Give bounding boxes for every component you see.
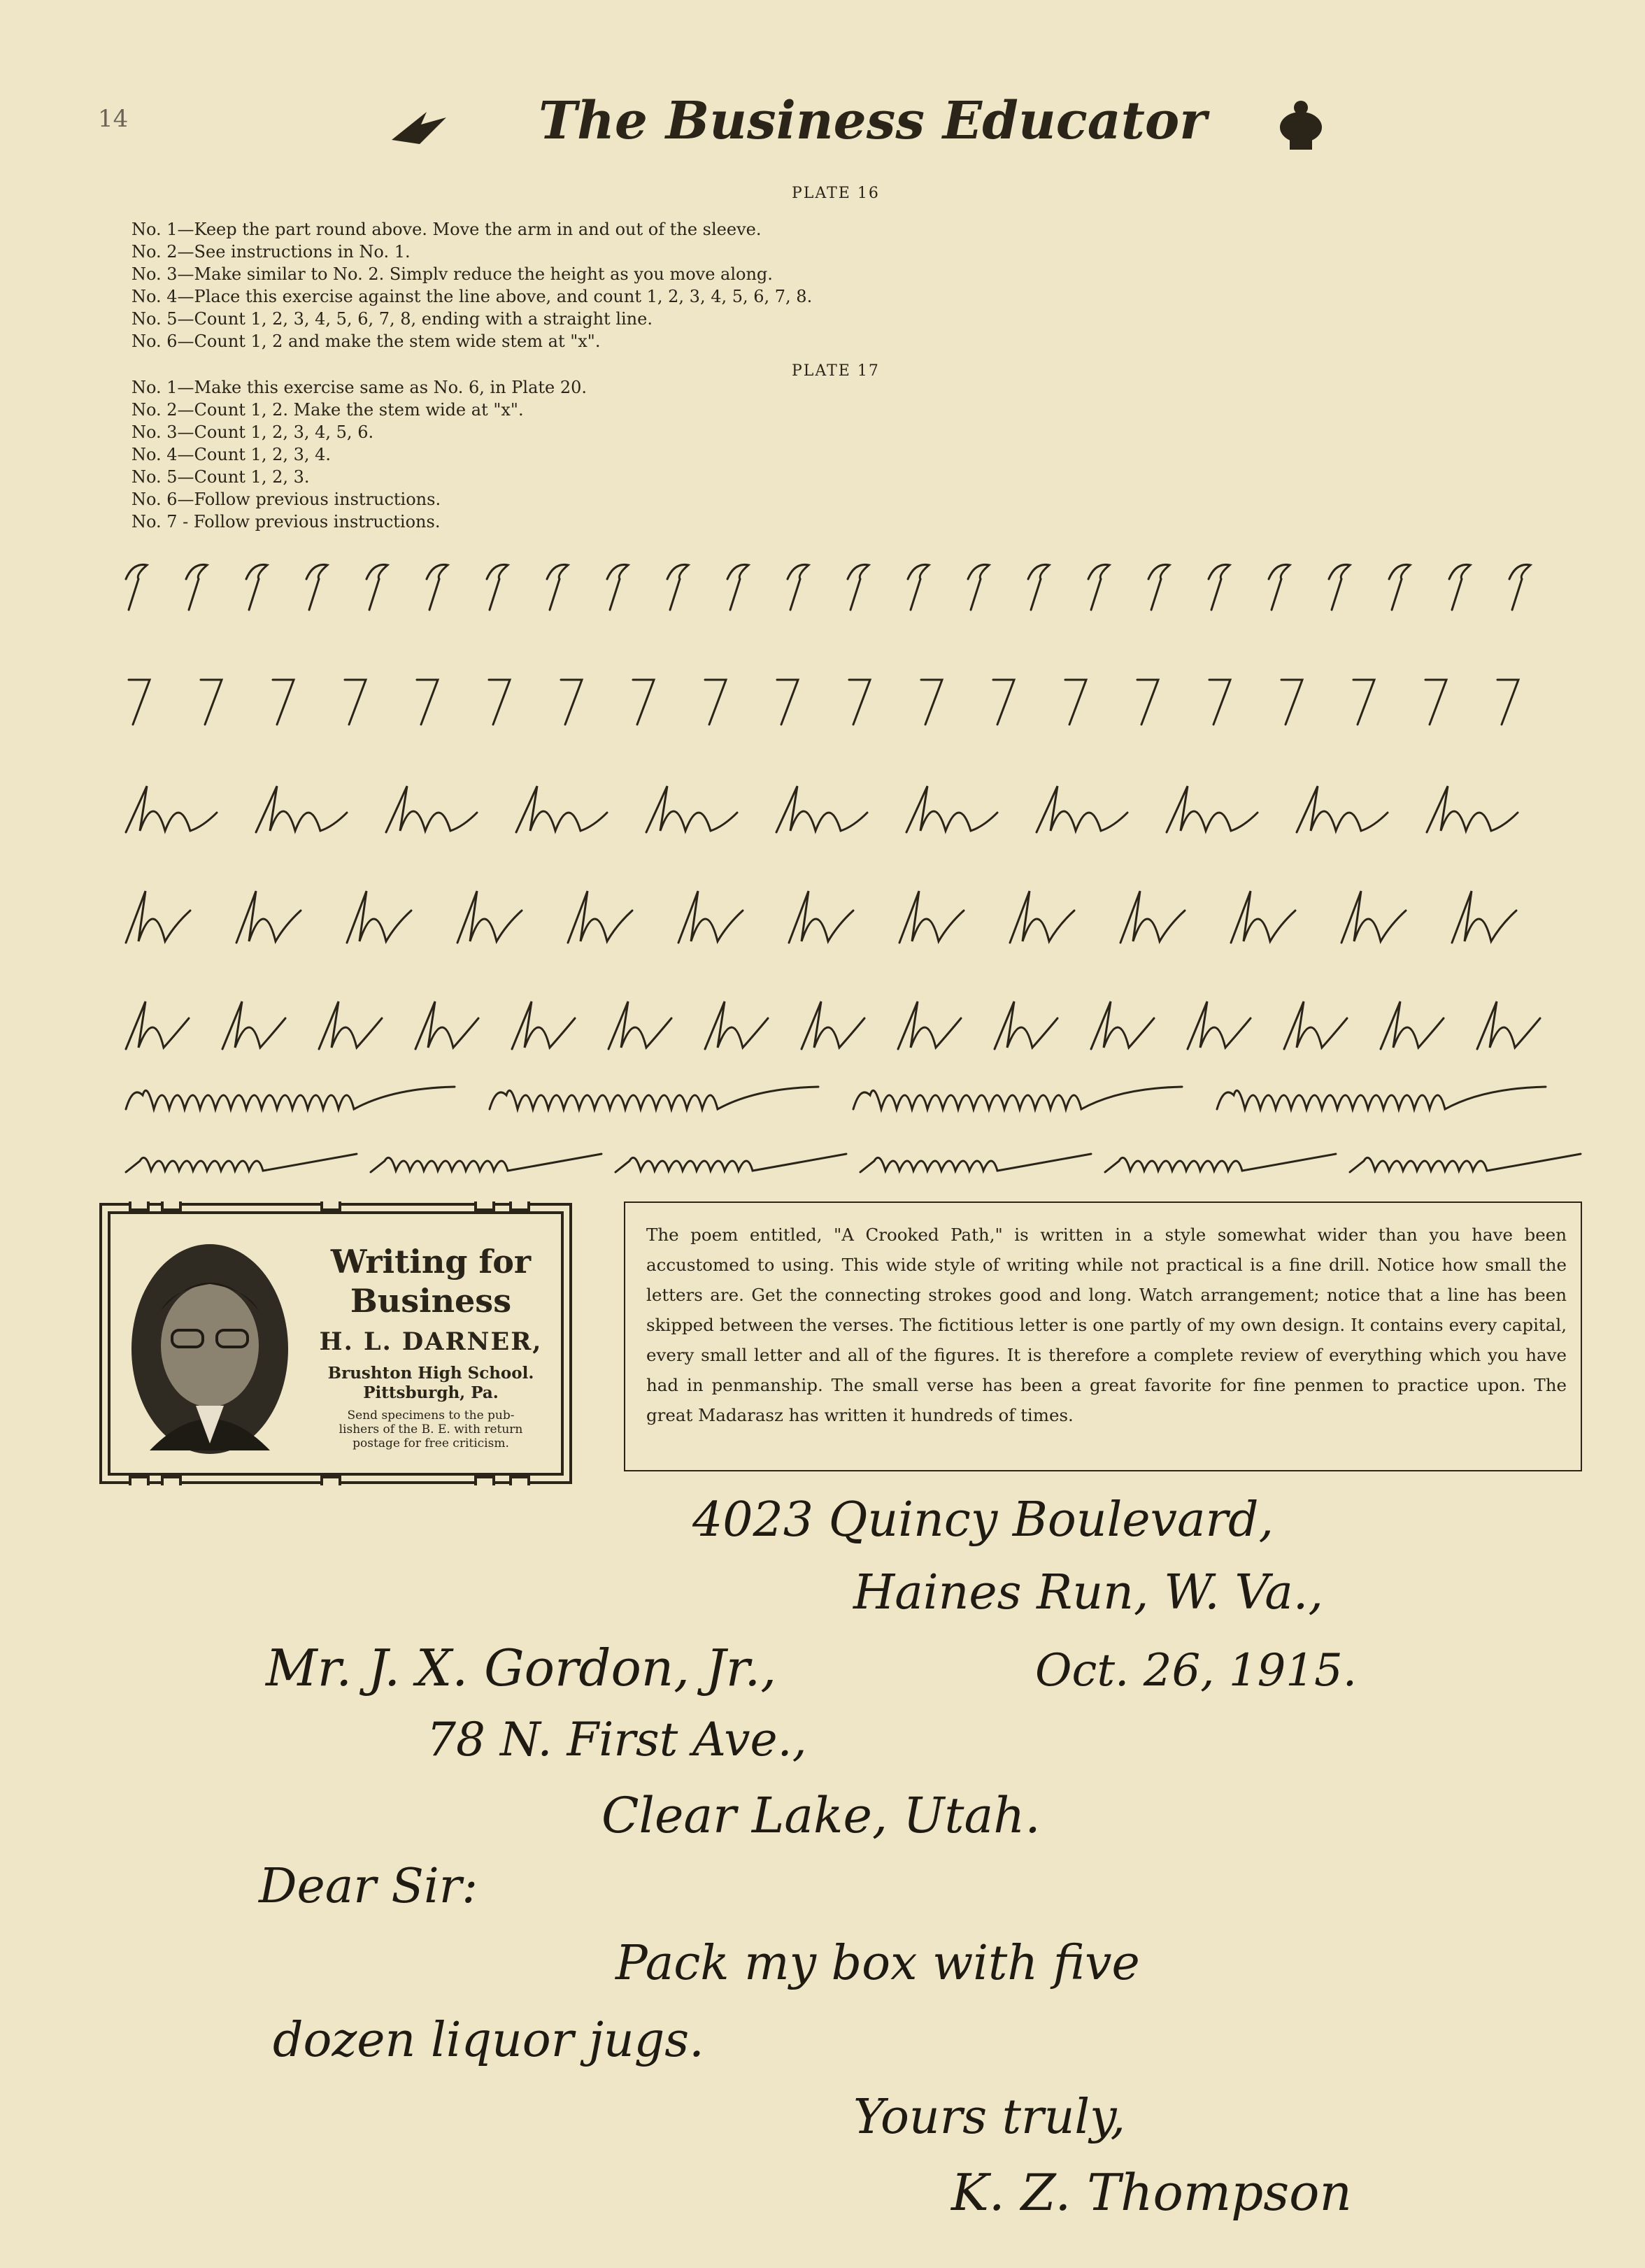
straight-stroke (633, 680, 654, 725)
loop-stroke (727, 564, 748, 610)
plate17-line: No. 7 - Follow previous instructions. (131, 512, 441, 532)
capital-n (126, 1001, 189, 1049)
loop-stroke (667, 564, 688, 610)
loop-stroke (427, 564, 448, 610)
capital-m (347, 891, 411, 943)
handwritten-letter (0, 1469, 1645, 2265)
capital-n (802, 1001, 864, 1049)
drill-row-capital-m (119, 883, 1574, 953)
capital-m-wide (126, 786, 217, 832)
capital-n (319, 1001, 382, 1049)
capital-m-wide (646, 786, 737, 832)
straight-stroke (993, 680, 1014, 725)
column-box (98, 1201, 574, 1485)
capital-n (1091, 1001, 1154, 1049)
capital-m-wide (1427, 786, 1518, 832)
plate17-line: No. 1—Make this exercise same as No. 6, in Plate 20. (131, 378, 588, 397)
plate17-line: No. 6—Follow previous instructions. (131, 490, 441, 509)
straight-stroke (705, 680, 726, 725)
straight-stroke (561, 680, 582, 725)
letter-address2: Haines Run, W. Va., (853, 1565, 1324, 1620)
capital-n (1188, 1001, 1251, 1049)
plate17-line: No. 3—Count 1, 2, 3, 4, 5, 6. (131, 422, 374, 442)
capital-m-wide (776, 786, 867, 832)
plate16-line: No. 5—Count 1, 2, 3, 4, 5, 6, 7, 8, ending with a straight line. (131, 309, 653, 329)
capital-m (899, 891, 964, 943)
small-running-stroke (1350, 1154, 1581, 1172)
masthead-title: The Business Educator (539, 91, 1207, 151)
letter-closing: Yours truly, (853, 2090, 1126, 2145)
plate17-instructions (131, 376, 587, 533)
capital-m-wide (1167, 786, 1258, 832)
loop-stroke (246, 564, 267, 610)
column-note (305, 1408, 557, 1450)
capital-m-wide (1297, 786, 1388, 832)
loop-stroke (487, 564, 508, 610)
loop-stroke (1209, 564, 1230, 610)
oval-running-stroke (853, 1087, 1182, 1109)
drill-row-small-running (119, 1147, 1574, 1175)
column-title-line: Writing for (330, 1243, 532, 1281)
loop-stroke (126, 564, 147, 610)
loop-stroke (1269, 564, 1290, 610)
loop-stroke (788, 564, 809, 610)
capital-n (705, 1001, 768, 1049)
capital-m (1452, 891, 1516, 943)
column-note-line: postage for free criticism. (352, 1436, 509, 1450)
drill-row-loop-strokes (119, 558, 1574, 614)
author-portrait (129, 1241, 291, 1457)
straight-stroke (273, 680, 294, 725)
capital-n (995, 1001, 1058, 1049)
capital-m (1341, 891, 1406, 943)
capital-m-wide (1037, 786, 1127, 832)
small-running-stroke (126, 1154, 357, 1172)
plate16-line: No. 3—Make similar to No. 2. Simplv reduce the height as you move along. (131, 264, 773, 284)
masthead (378, 84, 1371, 161)
capital-n (415, 1001, 478, 1049)
capital-m-wide (256, 786, 347, 832)
straight-stroke (849, 680, 870, 725)
letter-body1: Pack my box with five (615, 1936, 1140, 1991)
straight-stroke (1425, 680, 1446, 725)
description-paragraph: The poem entitled, "A Crooked Path," is written in a style somewhat wider than you have been accustomed to using. This wide style of writing while not practical is a fine drill. Notice how small the letters are. Get the connecting strokes good and long. Watch arrangement; notice that a line has been skipped between the verses. The fictitious letter is one partly of my own design. It contains every capital, every small letter and all of the figures. It is therefore a complete review of everything which you have had in penmanship. The small verse has been a great favorite for fine penmen to practice upon. The great Madarasz has written it hundreds of times. (646, 1225, 1567, 1425)
letter-signature: K. Z. Thompson (951, 2163, 1352, 2222)
loop-stroke (848, 564, 869, 610)
capital-n (512, 1001, 575, 1049)
plate16-line: No. 6—Count 1, 2 and make the stem wide stem at "x". (131, 331, 601, 351)
oval-running-stroke (1217, 1087, 1546, 1109)
small-running-stroke (615, 1154, 846, 1172)
straight-stroke (345, 680, 366, 725)
loop-stroke (1148, 564, 1169, 610)
loop-stroke (908, 564, 929, 610)
capital-m (678, 891, 743, 943)
straight-stroke (1137, 680, 1158, 725)
capital-m (236, 891, 301, 943)
capital-m (1010, 891, 1074, 943)
column-title (305, 1242, 557, 1320)
capital-m-wide (516, 786, 607, 832)
loop-stroke (1028, 564, 1049, 610)
quill-icon (392, 112, 446, 144)
capital-m (457, 891, 522, 943)
loop-stroke (968, 564, 989, 610)
column-note-line: lishers of the B. E. with return (339, 1422, 523, 1436)
loop-stroke (366, 564, 387, 610)
letter-date: Oct. 26, 1915. (1035, 1645, 1358, 1697)
column-note-line: Send specimens to the pub- (347, 1408, 515, 1422)
small-running-stroke (371, 1154, 601, 1172)
capital-n (1381, 1001, 1444, 1049)
loop-stroke (1449, 564, 1470, 610)
column-school (305, 1364, 557, 1403)
capital-n (222, 1001, 285, 1049)
drill-row-oval-running (119, 1081, 1574, 1116)
small-running-stroke (860, 1154, 1091, 1172)
loop-stroke (306, 564, 327, 610)
straight-stroke (1497, 680, 1518, 725)
page-number: 14 (98, 105, 129, 133)
straight-stroke (129, 680, 150, 725)
lamp-icon (1280, 101, 1322, 150)
straight-stroke (417, 680, 438, 725)
straight-stroke (777, 680, 798, 725)
loop-stroke (547, 564, 568, 610)
plate17-line: No. 2—Count 1, 2. Make the stem wide at "x". (131, 400, 524, 420)
masthead-logo (378, 84, 1371, 161)
plate16-line: No. 1—Keep the part round above. Move the arm in and out of the sleeve. (131, 220, 762, 239)
capital-n (608, 1001, 671, 1049)
plate17-line: No. 4—Count 1, 2, 3, 4. (131, 445, 332, 464)
loop-stroke (186, 564, 207, 610)
capital-m (789, 891, 853, 943)
loop-stroke (1329, 564, 1350, 610)
plate17-line: No. 5—Count 1, 2, 3. (131, 467, 310, 487)
plate16-line: No. 4—Place this exercise against the line above, and count 1, 2, 3, 4, 5, 6, 7, 8. (131, 287, 813, 306)
letter-street: 78 N. First Ave., (427, 1713, 807, 1767)
capital-m (568, 891, 632, 943)
oval-running-stroke (126, 1087, 455, 1109)
drill-row-capital-n (119, 993, 1574, 1056)
capital-m (126, 891, 190, 943)
letter-address1: 4023 Quincy Boulevard, (692, 1492, 1274, 1548)
plate17-title: PLATE 17 (792, 362, 880, 380)
small-running-stroke (1105, 1154, 1336, 1172)
capital-n (1477, 1001, 1540, 1049)
plate16-instructions (131, 218, 812, 352)
loop-stroke (1389, 564, 1410, 610)
loop-stroke (607, 564, 628, 610)
straight-stroke (921, 680, 942, 725)
capital-m (1231, 891, 1295, 943)
straight-stroke (1209, 680, 1230, 725)
drill-row-capital-m-wide (119, 778, 1574, 841)
drill-row-straight-strokes (119, 671, 1574, 727)
straight-stroke (1281, 680, 1302, 725)
column-author: H. L. DARNER, (319, 1327, 543, 1356)
description-box (624, 1201, 1582, 1471)
letter-city: Clear Lake, Utah. (601, 1787, 1041, 1844)
capital-m-wide (906, 786, 997, 832)
letter-recipient: Mr. J. X. Gordon, Jr., (266, 1639, 777, 1697)
loop-stroke (1088, 564, 1109, 610)
column-city: Pittsburgh, Pa. (363, 1383, 499, 1402)
straight-stroke (1353, 680, 1374, 725)
plate16-title: PLATE 16 (792, 185, 880, 202)
straight-stroke (1065, 680, 1086, 725)
column-title-line: Business (350, 1282, 512, 1320)
plate16-line: No. 2—See instructions in No. 1. (131, 242, 411, 262)
capital-n (898, 1001, 961, 1049)
capital-n (1284, 1001, 1347, 1049)
straight-stroke (489, 680, 510, 725)
straight-stroke (201, 680, 222, 725)
letter-body2: dozen liquor jugs. (273, 2013, 704, 2068)
capital-m-wide (386, 786, 477, 832)
letter-salutation: Dear Sir: (259, 1859, 478, 1914)
oval-running-stroke (490, 1087, 818, 1109)
capital-m (1120, 891, 1185, 943)
loop-stroke (1509, 564, 1530, 610)
column-school-name: Brushton High School. (327, 1364, 534, 1383)
